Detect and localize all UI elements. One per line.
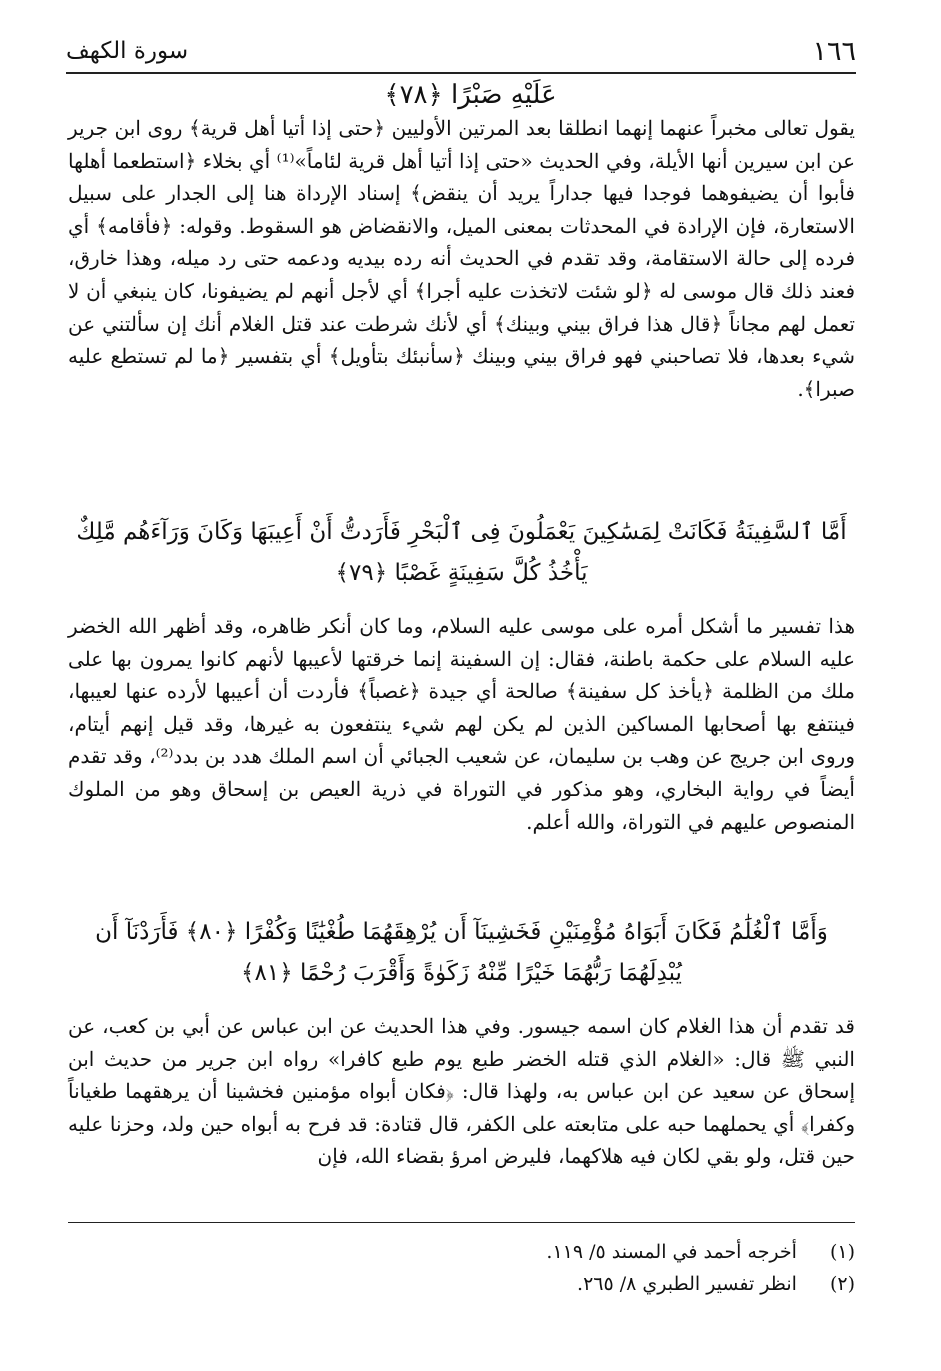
footnote-number: (١) — [829, 1241, 855, 1263]
page-number: ١٦٦ — [812, 36, 856, 67]
surah-name: سورة الكهف — [66, 38, 189, 64]
footnote-2 — [68, 1268, 855, 1300]
header-rule — [66, 72, 856, 74]
commentary-paragraph-2: هذا تفسير ما أشكل أمره على موسى عليه السلام، وما كان أنكر ظاهره، وقد أظهر الله الخضر عليه السلام على حكمة باطنة، فقال: إن السفينة إنما خرقتها لأعيبها لأنهم كانوا يمرون بها على ملك من الظلمة ﴿يأخذ كل سفينة﴾ صالحة أي جيدة ﴿غصباً﴾ فأردت أن أعيبها لأرده عنها لعيبها، فينتفع بها أصحابها المساكين الذين لم يكن لهم شيء ينتفعون به غيرها، وقد قيل إنهم أيتام، وروى ابن جريج عن وهب بن سليمان، عن شعيب الجبائي أن اسم الملك هدد بن بدد⁽²⁾، وقد تقدم أيضاً في رواية البخاري، وهو مذكور في التوراة في ذرية العيص بن إسحاق وهو من الملوك المنصوص عليهم في التوراة، والله أعلم. — [68, 614, 855, 834]
footnote-separator — [68, 1222, 855, 1223]
page-header — [66, 34, 856, 74]
footnote-text: أخرجه أحمد في المسند ٥/ ١١٩. — [546, 1241, 797, 1263]
verse-79: أَمَّا ٱلسَّفِينَةُ فَكَانَتْ لِمَسَٰكِينَ يَعْمَلُونَ فِى ٱلْبَحْرِ فَأَرَدتُّ أَنْ أَعِيبَهَا وَكَانَ وَرَآءَهُم مَّلِكٌ يَأْخُذُ كُلَّ سَفِينَةٍ غَصْبًا ﴿٧٩﴾ — [76, 519, 847, 586]
commentary-paragraph-3: قد تقدم أن هذا الغلام كان اسمه جيسور. وفي هذا الحديث عن ابن عباس عن أبي بن كعب، عن النبي ﷺ قال: «الغلام الذي قتله الخضر طبع يوم طبع كافرا» رواه ابن جرير من حديث ابن إسحاق عن سعيد عن ابن عباس به، ولهذا قال: ﴿فكان أبواه مؤمنين فخشينا أن يرهقهما طغياناً وكفرا﴾ أي يحملهما حبه على متابعته على الكفر، قال قتادة: قد فرح به أبواه حين ولد، وحزنا عليه حين قتل، ولو بقي لكان فيه هلاكهما، فليرض امرؤ بقضاء الله، فإن — [68, 1014, 855, 1169]
commentary-paragraph-1: يقول تعالى مخبراً عنهما إنهما انطلقا بعد المرتين الأوليين ﴿حتى إذا أتيا أهل قرية﴾ روى ابن جرير عن ابن سيرين أنها الأيلة، وفي الحديث «حتى إذا أتيا أهل قرية لئاماً»⁽¹⁾ أي بخلاء ﴿استطعما أهلها فأبوا أن يضيفوهما فوجدا فيها جداراً يريد أن ينقض﴾ إسناد الإرداة هنا إلى الجدار على سبيل الاستعارة، فإن الإرادة في المحدثات بمعنى الميل، والانقضاض هو السقوط. وقوله: ﴿فأقامه﴾ أي فرده إلى حالة الاستقامة، وقد تقدم في الحديث أنه رده بيديه ودعمه حتى رد ميله، وهذا خارق، فعند ذلك قال موسى له ﴿لو شئت لاتخذت عليه أجرا﴾ أي لأجل أنهم لم يضيفونا، كان ينبغي أن لا تعمل لهم مجاناً ﴿قال هذا فراق بيني وبينك﴾ أي لأنك شرطت عند قتل الغلام أنك إن سألتني عن شيء بعدها، فلا تصاحبني فهو فراق بيني وبينك ﴿سأنبئك بتأويل﴾ أي بتفسير ﴿ما لم تستطع عليه صبرا﴾. — [68, 116, 855, 401]
footnote-number: (٢) — [829, 1273, 855, 1295]
verse-78-tail: عَلَيْهِ صَبْرًا ﴿٧٨﴾ — [384, 80, 557, 110]
footnote-1 — [68, 1236, 855, 1268]
footnote-text: انظر تفسير الطبري ٨/ ٢٦٥. — [577, 1273, 797, 1295]
verse-80-81: وَأَمَّا ٱلْغُلَٰمُ فَكَانَ أَبَوَاهُ مُؤْمِنَيْنِ فَخَشِينَآ أَن يُرْهِقَهُمَا طُغْيَٰنًا وَكُفْرًا ﴿٨٠﴾ فَأَرَدْنَآ أَن يُبْدِلَهُمَا رَبُّهُمَا خَيْرًا مِّنْهُ زَكَوٰةً وَأَقْرَبَ رُحْمًا ﴿٨١﴾ — [95, 919, 828, 986]
footnotes — [68, 1236, 855, 1300]
